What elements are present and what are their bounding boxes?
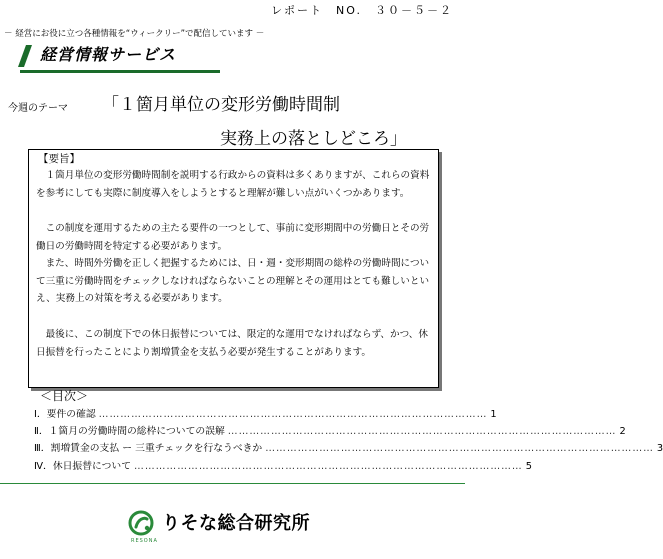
toc-item-label: Ⅲ．割増賃金の支払 ー 三重チェックを行なうべきか	[34, 443, 263, 454]
toc-item-label: Ⅰ．要件の確認	[34, 409, 96, 420]
theme-label: 今週のテーマ	[8, 103, 68, 114]
toc-leader-dots: ………………………………………………………………………………………………	[227, 426, 617, 437]
theme-title-line1: 「１箇月単位の変形労働時間制	[102, 95, 340, 115]
title-underline	[20, 70, 220, 73]
toc-heading: ＜目次＞	[40, 389, 89, 403]
footer-divider	[0, 483, 465, 484]
summary-paragraph: この制度を運用するための主たる要件の一つとして、事前に変形期間中の労働日とその労働日の労働時間を特定する必要があります。	[36, 223, 430, 252]
summary-paragraph: また、時間外労働を正しく把握するためには、日・週・変形期間の総枠の労働時間について三重に労働時間をチェックしなければならないことの理解とその運用はとても難しいといえ、実務上の対策を考える必要があります。	[36, 258, 430, 305]
summary-heading: 【要旨】	[38, 153, 80, 165]
toc-leader-dots: ………………………………………………………………………………………………	[265, 443, 654, 454]
tagline: － 経営にお役に立つ各種情報を“ウィークリー”で配信しています －	[4, 29, 265, 39]
service-title: 経営情報サービス	[40, 45, 177, 64]
toc-item-page: 5	[525, 461, 532, 472]
title-slash-decoration	[18, 45, 32, 67]
toc-leader-dots: ………………………………………………………………………………………………	[98, 409, 488, 420]
toc-item[interactable]	[34, 406, 497, 423]
logo-subtext: RESONA	[131, 538, 158, 544]
toc-item[interactable]	[34, 458, 532, 475]
company-name: りそな総合研究所	[162, 513, 310, 534]
toc-item-page: 1	[490, 409, 497, 420]
summary-paragraph: １箇月単位の変形労働時間制を説明する行政からの資料は多くありますが、これらの資料を参考にしても実際に制度導入をしようとすると理解が難しい点がいくつかあります。	[36, 170, 430, 199]
toc-leader-dots: ………………………………………………………………………………………………	[134, 461, 523, 472]
toc-item[interactable]	[34, 423, 626, 440]
summary-paragraph: 最後に、この制度下での休日振替については、限定的な運用でなければならず、かつ、休日振替を行ったことにより割増賃金を支払う必要が発生することがあります。	[36, 329, 428, 358]
report-number: レポート NO. ３０－５－２	[271, 4, 453, 17]
toc-item-label: Ⅳ．休日振替について	[34, 461, 132, 472]
toc-item-page: 3	[656, 443, 663, 454]
toc-item-page: 2	[619, 426, 626, 437]
resona-logo-icon	[128, 510, 154, 536]
toc-item[interactable]	[34, 440, 663, 457]
toc-item-label: Ⅱ．１箇月の労働時間の総枠についての誤解	[34, 426, 225, 437]
theme-title-line2: 実務上の落としどころ」	[220, 129, 407, 149]
